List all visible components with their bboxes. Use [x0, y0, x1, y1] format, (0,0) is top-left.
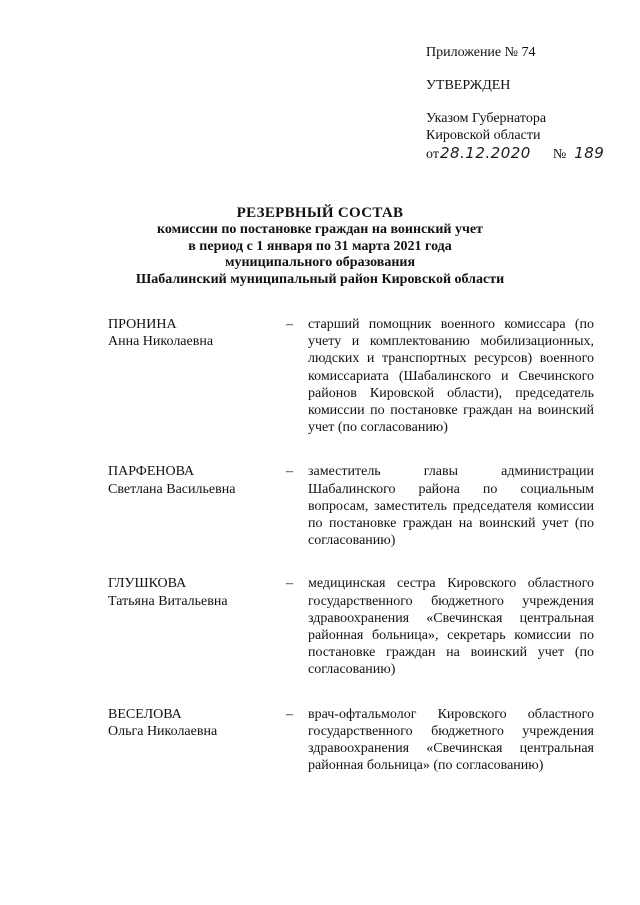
member-list: [108, 316, 594, 774]
member-name: [108, 706, 286, 775]
member-description: заместитель главы администрации Шабалинского района по социальным вопросам, заместитель председателя комиссии по постановке граждан на воинский учет (по согласованию): [308, 464, 594, 549]
title-line-2: в период с 1 января по 31 марта 2021 года: [188, 238, 452, 254]
decree-line-2: Кировской области: [426, 128, 541, 143]
member-name: [108, 316, 286, 436]
member-entry: [108, 316, 594, 436]
member-surname: ГЛУШКОВА: [108, 576, 187, 592]
member-surname: ПРОНИНА: [108, 317, 177, 332]
title-main: РЕЗЕРВНЫЙ СОСТАВ: [236, 205, 404, 221]
member-given-names: Светлана Васильевна: [108, 481, 236, 497]
member-given-names: Ольга Николаевна: [108, 723, 218, 739]
member-entry: [108, 463, 594, 549]
title-line-1: комиссии по постановке граждан на воинский учет: [157, 222, 483, 237]
member-entry: [108, 575, 594, 678]
number-label: №: [552, 147, 567, 162]
decree-line-1: Указом Губернатора: [426, 111, 547, 126]
decree-signature-line: [426, 145, 626, 163]
member-dash: –: [286, 706, 293, 722]
member-description: врач-офтальмолог Кировского областного государственного бюджетного учреждения здравоохранения «Свечинская центральная районная больница» (по согласованию): [308, 706, 594, 774]
member-dash: –: [286, 576, 293, 592]
appendix-number: Приложение № 74: [426, 45, 536, 60]
handwritten-date: 28.12.2020: [439, 144, 531, 162]
member-name: [108, 575, 286, 678]
member-description: старший помощник военного комиссара (по учету и комплектованию мобилизационных, людских и транспортных ресурсов) военного комиссариата (Шабалинского и Свечинского районов Кировской области), председатель комиссии по постановке граждан на воинский учет (по согласованию): [308, 317, 594, 436]
document-title: [0, 204, 640, 288]
member-surname: ПАРФЕНОВА: [108, 464, 195, 480]
member-description: медицинская сестра Кировского областного государственного бюджетного учреждения здравоохранения «Свечинская центральная районная больница», секретарь комиссии по постановке граждан на воинский учет (по согласованию): [308, 576, 594, 678]
member-dash: –: [286, 464, 293, 480]
approved-stamp-text: УТВЕРЖДЕН: [426, 78, 511, 93]
title-line-3: муниципального образования: [224, 255, 416, 270]
approval-block: [426, 44, 626, 163]
member-dash: –: [286, 317, 293, 332]
member-name: [108, 463, 286, 549]
handwritten-number: 189: [574, 144, 605, 162]
member-entry: [108, 706, 594, 775]
member-surname: ВЕСЕЛОВА: [108, 706, 182, 722]
from-label: от: [426, 147, 439, 162]
member-given-names: Татьяна Витальевна: [108, 593, 228, 609]
member-given-names: Анна Николаевна: [108, 334, 214, 350]
title-line-4: Шабалинский муниципальный район Кировской области: [135, 271, 505, 287]
